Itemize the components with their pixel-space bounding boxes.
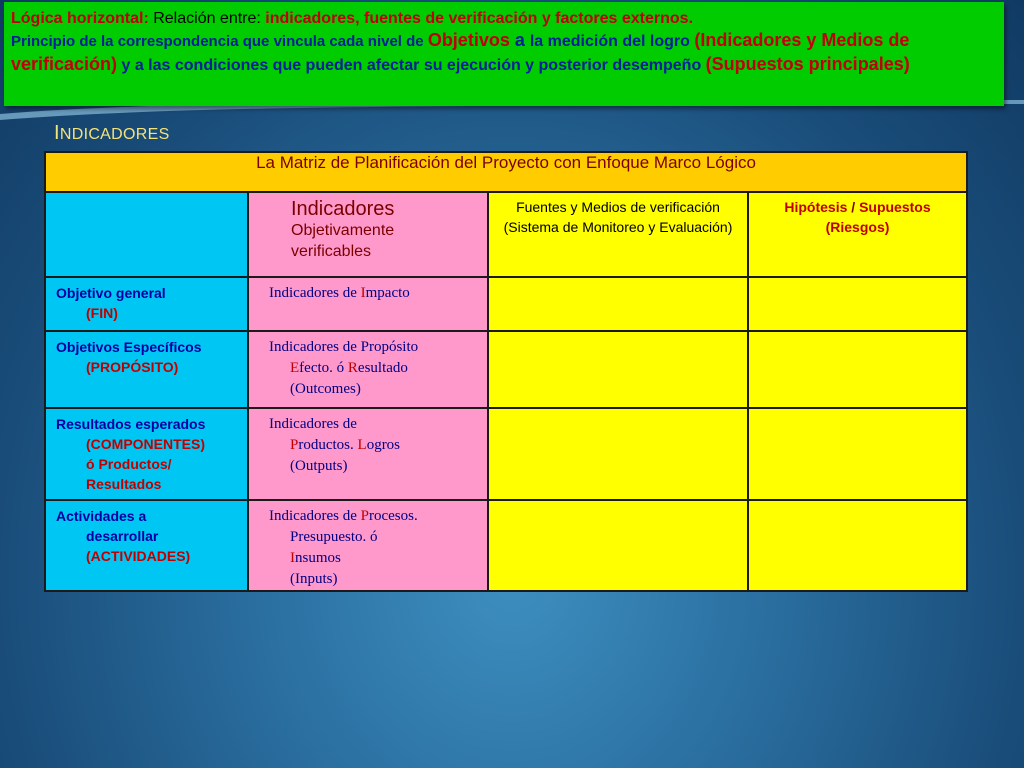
matrix-body (45, 277, 967, 591)
matrix-row (45, 277, 967, 331)
indicator-line (269, 379, 481, 400)
header-tail: indicadores, fuentes de verificación y factores externos. (265, 10, 694, 27)
row-label-cell (45, 331, 248, 408)
indicator-text: Indicadores de (269, 416, 357, 432)
header-condiciones: y a las condiciones que pueden afectar su ejecución y posterior desempeño (117, 57, 706, 74)
row-label-main: Actividades a (56, 508, 147, 524)
indicator-text: Indicadores de Propósito (269, 339, 419, 355)
matrix-title (45, 152, 967, 192)
header-indicadores-title: Indicadores (291, 198, 395, 220)
matrix-title-row (45, 152, 967, 192)
indicator-text: I (360, 285, 366, 301)
indicator-text: roductos. (298, 437, 358, 453)
header-hip-c: Supuestos (859, 199, 931, 215)
header-a: a (509, 30, 530, 50)
matrix-header-row (45, 192, 967, 277)
row-supuestos-cell (748, 408, 967, 500)
section-title-rest: NDICADORES (59, 126, 170, 143)
row-label-cell (45, 277, 248, 331)
row-label-sub: (FIN) (86, 305, 118, 321)
indicator-text: ogros (366, 437, 401, 453)
indicator-line (269, 283, 481, 304)
header-line-2 (11, 29, 998, 77)
row-label-main: Objetivo general (56, 285, 166, 301)
indicator-line (269, 414, 481, 435)
header-hip-a: Hipótesis (784, 199, 848, 215)
header-relation: Relación entre: (148, 10, 266, 27)
indicator-text: Indicadores de (269, 508, 361, 524)
matrix-title-text: La Matriz de Planificación del Proyecto con Enfoque Marco Lógico (256, 153, 756, 172)
row-fuentes-cell (488, 277, 748, 331)
header-line-1 (11, 9, 998, 29)
matrix-row (45, 408, 967, 500)
row-label-sub: (PROPÓSITO) (86, 359, 179, 375)
indicator-line (269, 548, 481, 569)
header-indicadores-sub1: Objetivamente (291, 222, 395, 239)
matrix-row (45, 331, 967, 408)
header-hipotesis (748, 192, 967, 277)
indicator-text: E (290, 360, 300, 376)
logframe-matrix (44, 151, 968, 592)
row-fuentes-cell (488, 331, 748, 408)
header-principle: Principio de la correspondencia que vincula cada nivel de (11, 33, 428, 50)
row-supuestos-cell (748, 277, 967, 331)
indicator-text: nsumos (295, 550, 341, 566)
row-label-sub: ó Productos/ (86, 456, 172, 472)
row-label-cell (45, 408, 248, 500)
row-indicator-cell (248, 331, 488, 408)
logic-header-box (4, 2, 1004, 106)
header-objetivos: Objetivos (427, 30, 510, 50)
header-supuestos: (Supuestos principales) (705, 54, 910, 74)
indicator-text: R (347, 360, 358, 376)
indicator-text: (Outcomes) (290, 381, 361, 397)
row-fuentes-cell (488, 408, 748, 500)
header-indicadores-medios: (Indicadores y Medios de verificación) (11, 30, 910, 74)
row-fuentes-cell (488, 500, 748, 591)
matrix-row (45, 500, 967, 591)
header-indicadores-sub2: verificables (291, 243, 372, 260)
indicator-line (269, 337, 481, 358)
row-label-sub: Resultados (86, 476, 162, 492)
row-label-main: Objetivos Específicos (56, 339, 202, 355)
indicator-line (269, 506, 481, 527)
indicator-line (269, 456, 481, 477)
header-empty-cell (45, 192, 248, 277)
row-supuestos-cell (748, 331, 967, 408)
row-label-sub: (ACTIVIDADES) (86, 548, 191, 564)
header-lead: Lógica horizontal: (11, 10, 149, 27)
row-indicator-cell (248, 408, 488, 500)
indicator-line (269, 527, 481, 548)
row-label-sub: desarrollar (86, 528, 159, 544)
indicator-text: mpacto (365, 285, 410, 301)
indicator-text: Indicadores de (269, 285, 361, 301)
row-indicator-cell (248, 277, 488, 331)
header-hip-slash: / (847, 199, 860, 215)
indicator-text: (Inputs) (290, 571, 338, 587)
section-title (54, 122, 170, 145)
header-fuentes (488, 192, 748, 277)
indicator-line (269, 435, 481, 456)
indicator-text: esultado (357, 360, 408, 376)
section-title-cap: I (54, 122, 60, 144)
row-indicator-cell (248, 500, 488, 591)
indicator-text: L (357, 437, 367, 453)
row-label-sub: (COMPONENTES) (86, 436, 205, 452)
header-fuentes-text: Fuentes y Medios de verificación (Sistema de Monitoreo y Evaluación) (503, 199, 733, 235)
header-indicadores (248, 192, 488, 277)
indicator-text: P (290, 437, 299, 453)
row-label-cell (45, 500, 248, 591)
indicator-text: rocesos. (368, 508, 418, 524)
indicator-text: fecto. ó (299, 360, 348, 376)
row-supuestos-cell (748, 500, 967, 591)
indicator-text: Presupuesto. ó (290, 529, 378, 545)
indicator-text: (Outputs) (290, 458, 348, 474)
row-label-main: Resultados esperados (56, 416, 206, 432)
indicator-text: P (360, 508, 369, 524)
header-hip-d: (Riesgos) (825, 219, 890, 235)
indicator-text: I (290, 550, 295, 566)
indicator-line (269, 569, 481, 590)
indicator-line (269, 358, 481, 379)
header-medicion: la medición del logro (529, 33, 695, 50)
